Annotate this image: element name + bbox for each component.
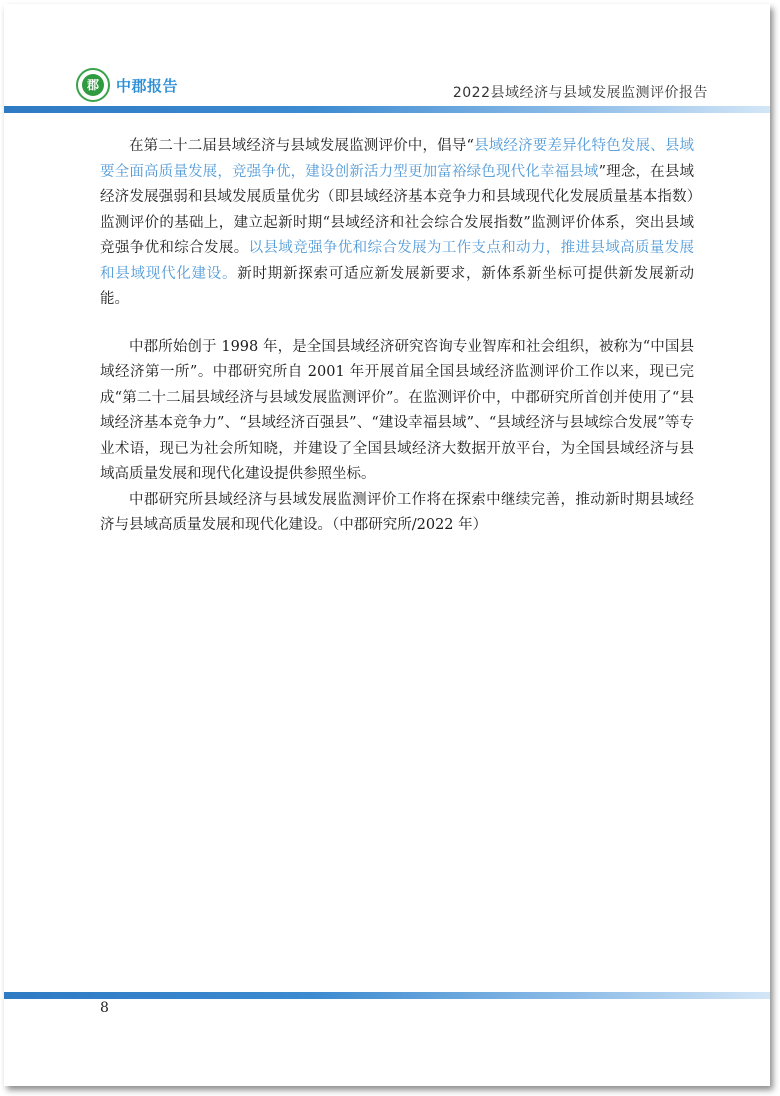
paragraph-1-text-b: ”理念，在县域经济发展强弱和县域发展质量优劣（即县域经济基本竞争力和县域现代化发展质量基本指数）监测评价的基础上，建立起新时期“县域经济和社会综合发展指数”监测评价体系，突出县域竞强争优和综合发展。 xyxy=(100,163,694,256)
paragraph-3: 中郡研究所县域经济与县域发展监测评价工作将在探索中继续完善，推动新时期县域经济与县域高质量发展和现代化建设。（中郡研究所/2022 年） xyxy=(100,491,694,533)
paragraph-1-text-a: 在第二十二届县域经济与县域发展监测评价中，倡导“ xyxy=(129,138,474,154)
paragraph-1-highlight-b: 以县域竞强争优和综合发展为工作支点和动力，推进县域高质量发展和县域现代化建设。 xyxy=(100,240,695,282)
page-header xyxy=(4,4,770,114)
logo-text: 中郡报告 xyxy=(116,76,179,95)
paragraph-2: 中郡所始创于 1998 年，是全国县域经济研究咨询专业智库和社会组织，被称为“中国县域经济第一所”。中郡研究所自 2001 年开展首届全国县域经济监测评价工作以来，现已完成“第二十二届县域经济与县域发展监测评价”。在监测评价中，中郡研究所首创并使用了“县域经济基本竞争力”、“县域经济百强县”、“建设幸福县域”、“县域经济与县域综合发展”等专业术语，现已为社会所知晓，并建设了全国县域经济大数据开放平台，为全国县域经济与县域高质量发展和现代化建设提供参照坐标。 xyxy=(100,338,694,482)
page-body xyxy=(100,134,694,539)
paragraph-1-text-c: 新时期新探索可适应新发展新要求，新体系新坐标可提供新发展新动能。 xyxy=(100,265,694,307)
report-title: 2022县域经济与县域发展监测评价报告 xyxy=(452,85,708,101)
logo-glyph: 郡 xyxy=(82,74,104,96)
logo-badge-icon xyxy=(76,68,110,102)
paragraph-1 xyxy=(100,134,694,313)
page-number: 8 xyxy=(100,1000,109,1016)
document-page xyxy=(4,4,770,1086)
footer-divider xyxy=(4,992,770,999)
paragraph-1-highlight-a: 县域经济要差异化特色发展、县域要全面高质量发展，竞强争优，建设创新活力型更加富裕绿色现代化幸福县域 xyxy=(100,138,695,180)
brand-logo xyxy=(76,68,178,102)
header-divider xyxy=(4,106,770,113)
